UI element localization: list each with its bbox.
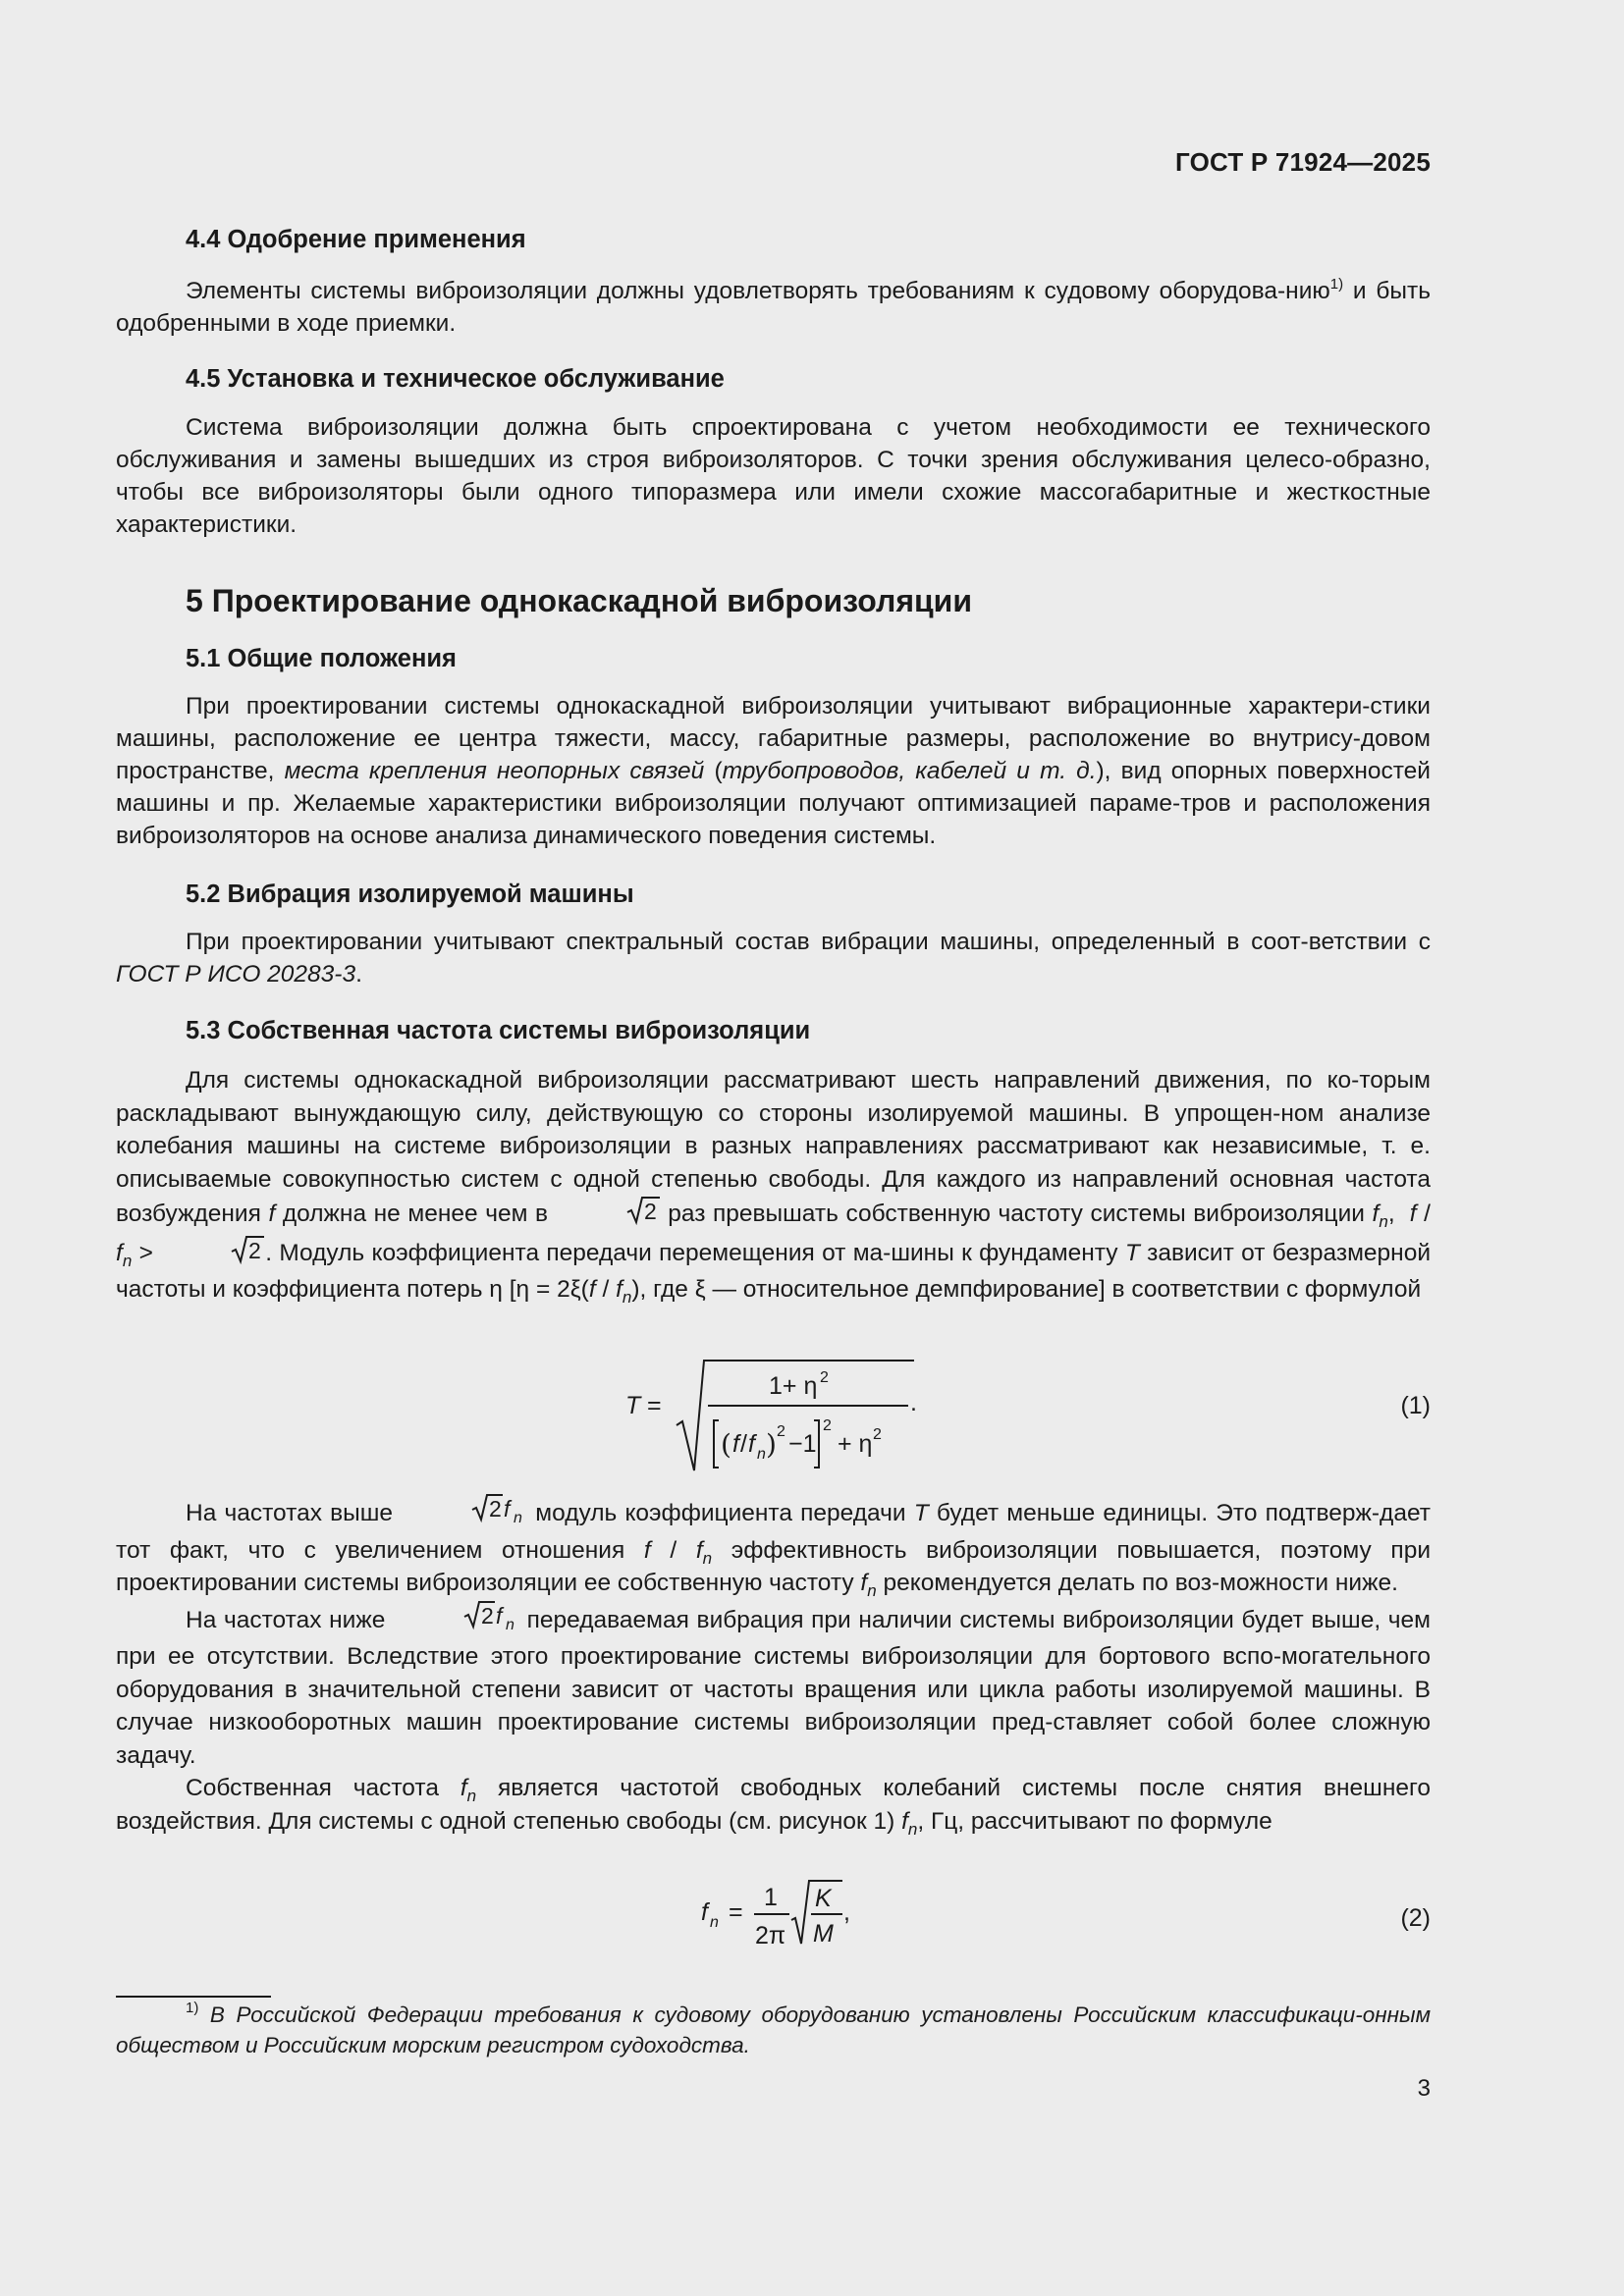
page-number: 3 (1417, 2075, 1431, 2102)
svg-text:2: 2 (481, 1602, 494, 1629)
svg-text:2π: 2π (755, 1922, 786, 1949)
section-4-4-text: Элементы системы виброизоляции должны удовлетворять требованиям к судовому оборудова-нию$^{1)}$ и быть одобренными в ходе приемки. (116, 276, 1431, 337)
svg-text:f: f (748, 1430, 755, 1458)
section-5-title: 5 Проектирование однокаскадной виброизоляции (186, 583, 972, 618)
sqrt2fn-symbol (401, 1493, 527, 1534)
svg-text:f: f (504, 1496, 511, 1522)
svg-text:n: n (506, 1616, 514, 1631)
section-5-1-text: При проектировании системы однокаскадной виброизоляции учитывают вибрационные характери-стики машины, расположение ее центра тяжести, массу, габаритные размеры, расположение во внутрису-довом пространстве, места крепления неопорных связей (трубопроводов, кабелей и т. д.), вид опорных поверхностей машины и пр. Желаемые характеристики виброизоляции получают оптимизацией параме-тров и расположения виброизоляторов на основе анализа динамического поведения системы. (116, 693, 1431, 849)
section-5-2-text: При проектировании учитывают спектральный состав вибрации машины, определенный в соот-ветствии с ГОСТ Р ИСО 20283-3. (116, 929, 1431, 988)
section-5-3-text-2: На частотах выше 2 f n модуль коэффициента передачи T будет меньше единицы. Это подтверж-дает тот факт, что с увеличением отношения f / $f_n$ эффективность виброизоляции повышается, поэтому при проектировании системы виброизоляции ее собственную частоту $f_n$ рекомендуется делать по воз-можности ниже. На частотах ниже 2 f n передаваемая вибрация при наличии системы виброизоляции будет выше, чем при ее отсутствии. Вследствие этого проектирование системы виброизоляции для бортового вспо-могательного оборудования в значительной степени зависит от частоты вращения или цикла работы изолируемой машины. В случае низкооборотных машин проектирование системы виброизоляции пред-ставляет собой более сложную задачу. Собственная частота $f_n$ является частотой свободных колебаний системы после снятия внешнего воздействия. Для системы с одной степенью свободы (см. рисунок 1) $f_n$, Гц, рассчитывают по формуле (116, 1493, 1431, 1838)
footnote-separator (116, 1996, 271, 1998)
svg-text:2: 2 (823, 1417, 832, 1434)
svg-text:.: . (910, 1389, 917, 1416)
svg-text:=: = (647, 1392, 662, 1419)
section-5-1-title: 5.1 Общие положения (186, 645, 457, 672)
footnote: $^{1)}$ В Российской Федерации требования к судовому оборудованию установлены Российским классификаци-онным обществом и Российским морским регистром судоходства. (116, 2000, 1431, 2057)
svg-text:f: f (732, 1430, 739, 1458)
svg-text:T: T (625, 1392, 641, 1419)
svg-text:f: f (701, 1898, 708, 1926)
svg-text:2: 2 (777, 1423, 785, 1440)
svg-text:n: n (710, 1914, 719, 1931)
formula-1-number: (1) (1400, 1392, 1431, 1419)
svg-text:2: 2 (873, 1426, 882, 1443)
svg-text:+ η: + η (838, 1430, 873, 1458)
svg-text:(: ( (721, 1428, 731, 1461)
sqrt2fn-symbol (393, 1600, 519, 1641)
formula-2-number: (2) (1400, 1904, 1431, 1932)
section-5-3-text-1: Для системы однокаскадной виброизоляции рассматривают шесть направлений движения, по ко-торым раскладывают вынуждающую силу, действующую со стороны изолируемой машины. В упрощен-ном анализе колебания машины на системе виброизоляции в разных направлениях рассматривают как независимые, т. е. описываемые совокупностью систем с одной степенью свободы. Для каждого из направлений основная частота возбуждения f должна не менее чем в 2 раз превышать собственную частоту системы виброизоляции $f_n$, f / $f_n$ > 2 . Модуль коэффициента передачи перемещения от ма-шины к фундаменту T зависит от безразмерной частоты и коэффициента потерь η [$\eta = 2\xi(f / f_n)$, где ξ — относительное демпфирование] в соответствии с формулой (116, 1067, 1432, 1307)
section-4-5-title: 4.5 Установка и техническое обслуживание (186, 365, 725, 393)
section-5-2-title: 5.2 Вибрация изолируемой машины (186, 881, 634, 908)
svg-text:2: 2 (820, 1369, 829, 1386)
svg-text:/: / (740, 1430, 747, 1458)
svg-text:−1: −1 (788, 1430, 817, 1458)
svg-text:n: n (757, 1446, 766, 1463)
svg-text:2: 2 (643, 1199, 657, 1224)
svg-text:n: n (514, 1510, 523, 1524)
sqrt2-symbol (556, 1196, 661, 1235)
svg-text:=: = (729, 1898, 743, 1926)
formula-2 (699, 1875, 866, 1958)
svg-text:1: 1 (764, 1884, 778, 1911)
document-header-id: ГОСТ Р 71924—2025 (1175, 147, 1431, 177)
svg-text:2: 2 (248, 1237, 262, 1263)
sqrt2-symbol (160, 1235, 265, 1274)
footnote-ref: 1) (1329, 276, 1344, 293)
section-4-4-title: 4.4 Одобрение применения (186, 226, 526, 253)
svg-text:,: , (843, 1898, 850, 1926)
section-5-3-title: 5.3 Собственная частота системы виброизоляции (186, 1017, 811, 1044)
svg-text:1+ η: 1+ η (769, 1372, 818, 1400)
svg-text:M: M (813, 1920, 834, 1948)
section-4-5-text: Система виброизоляции должна быть спроектирована с учетом необходимости ее технического обслуживания и замены вышедших из строя виброизоляторов. С точки зрения обслуживания целесо-образно, чтобы все виброизоляторы были одного типоразмера или имели схожие массогабаритные и жесткостные характеристики. (116, 414, 1431, 538)
svg-text:2: 2 (489, 1496, 502, 1522)
svg-text:K: K (815, 1885, 832, 1912)
formula-1 (623, 1355, 938, 1482)
svg-text:f: f (496, 1602, 503, 1629)
svg-text:): ) (766, 1428, 777, 1461)
